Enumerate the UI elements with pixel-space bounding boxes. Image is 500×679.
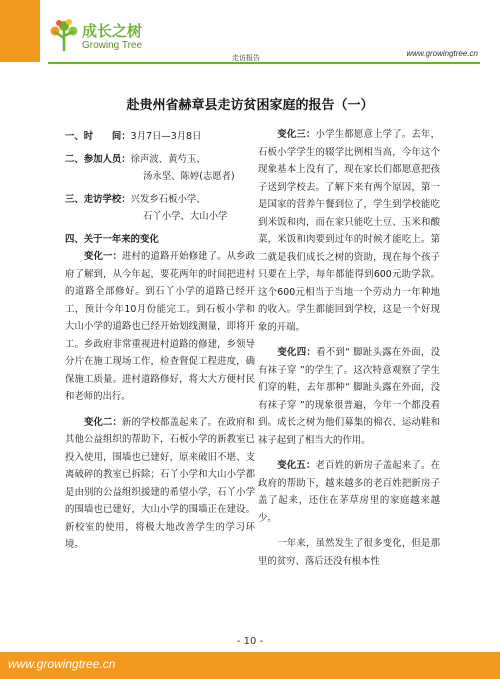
change-2-label: 变化二： xyxy=(84,416,123,428)
change-1 xyxy=(65,248,255,406)
info-people-cont xyxy=(65,168,255,186)
change-2-text: 新的学校都盖起来了。在政府和其他公益组织的帮助下，石板小学的新教室已投入使用，围墙也已建好，原来破旧不堪、支离破碎的教室已拆除；石丫小学和大山小学都是由别的公益组织援建的希望小学，石丫小学的围墙也已建好，大山小学的围墙正在建设。新校室的使用，将极大地改善学生的学习环境。 xyxy=(65,416,255,550)
logo-title: 成长之树 xyxy=(82,22,143,40)
change-2 xyxy=(65,414,255,554)
logo-subtitle: Growing Tree xyxy=(82,40,143,51)
page-number: - 10 - xyxy=(236,636,264,647)
footer-bar xyxy=(0,652,500,679)
tree-logo-icon xyxy=(48,18,80,52)
schools-label: 三、走访学校： xyxy=(65,193,131,205)
change-5-label: 变化五： xyxy=(277,460,316,471)
change-4 xyxy=(258,344,440,449)
change-1-text: 进村的道路开始修建了。从乡政府了解到，从今年起，要花两年的时间把进村的道路全部修好。到石丫小学的道路已经开工，预计今年10月份能完工。到石板小学和大山小学的道路也已经开始划线测量，即将开工。乡政府非常重视进村道路的修建，乡领导分片在施工现场工作，检查督促工程进度，确保施工质量。进村道路修好，将大大方便村民和老师的出行。 xyxy=(65,251,255,402)
closing-paragraph xyxy=(258,535,440,570)
change-3-label: 变化三： xyxy=(277,129,316,140)
people-label: 二、参加人员： xyxy=(65,153,131,165)
header-url: www.growingtree.cn xyxy=(406,49,478,58)
header-orange-block xyxy=(0,0,40,62)
info-schools-cont xyxy=(65,208,255,226)
growing-tree-logo xyxy=(48,18,168,58)
change-4-text: 看不到“ 脚趾头露在外面，没有袜子穿 ”的学生了。这次特意观察了学生们穿的鞋，去年那种“ 脚趾头露在外面，没有袜子穿 ”的现象很普遍，今年一个都没看到。成长之树为他们募集的棉衣、运动鞋和袜子起到了相当大的作用。 xyxy=(258,347,440,446)
right-column xyxy=(258,126,440,570)
info-time xyxy=(65,128,255,146)
header-section-label: 走访报告 xyxy=(232,54,260,62)
report-title: 赴贵州省赫章县走访贫困家庭的报告（一） xyxy=(126,98,374,113)
page-header xyxy=(0,0,500,68)
time-value: 3月7日—3月8日 xyxy=(130,131,202,142)
header-divider xyxy=(48,62,480,64)
changes-heading: 四、关于一年来的变化 xyxy=(65,233,159,245)
change-4-label: 变化四： xyxy=(277,347,317,358)
schools-line1: 兴发乡石板小学、 xyxy=(130,193,206,205)
change-3 xyxy=(258,126,440,336)
people-line1: 徐声波、黄芍玉、 xyxy=(130,153,206,165)
closing-text: 一年来，虽然发生了很多变化，但是那里的贫穷、落后还没有根本性 xyxy=(258,538,440,567)
change-5-text: 老百姓的新房子盖起来了。在政府的帮助下，越来越多的老百姓把新房子盖了起来，还住在茅草房里的家庭越来越少。 xyxy=(258,460,440,524)
change-5 xyxy=(258,457,440,527)
info-people xyxy=(65,151,255,169)
footer-url: www.growingtree.cn xyxy=(8,657,116,671)
time-label: 一、时 间： xyxy=(65,131,131,142)
info-schools xyxy=(65,191,255,209)
change-1-label: 变化一： xyxy=(84,251,123,262)
left-column xyxy=(65,128,255,554)
people-line2: 汤永坚、陈婷(志愿者) xyxy=(143,171,235,182)
change-3-text: 小学生都愿意上学了。去年，石板小学学生的辍学比例相当高，今年这个现象基本上没有了，现在家长们都愿意把孩子送到学校去。了解下来有两个原因，第一是国家的营养午餐到位了，学生到学校能吃到米饭和肉，而在家只能吃土豆、玉米和酸菜，米饭和肉要到过年的时候才能吃上。第二就是我们成长之树的资助，现在每个孩子只要在上学，每年都能得到600元助学款。这个600元相当于当地一个劳动力一年种地的收入。学生都能回到学校，这是一个好现象的开端。 xyxy=(258,129,440,333)
schools-line2: 石丫小学、大山小学 xyxy=(143,211,228,222)
